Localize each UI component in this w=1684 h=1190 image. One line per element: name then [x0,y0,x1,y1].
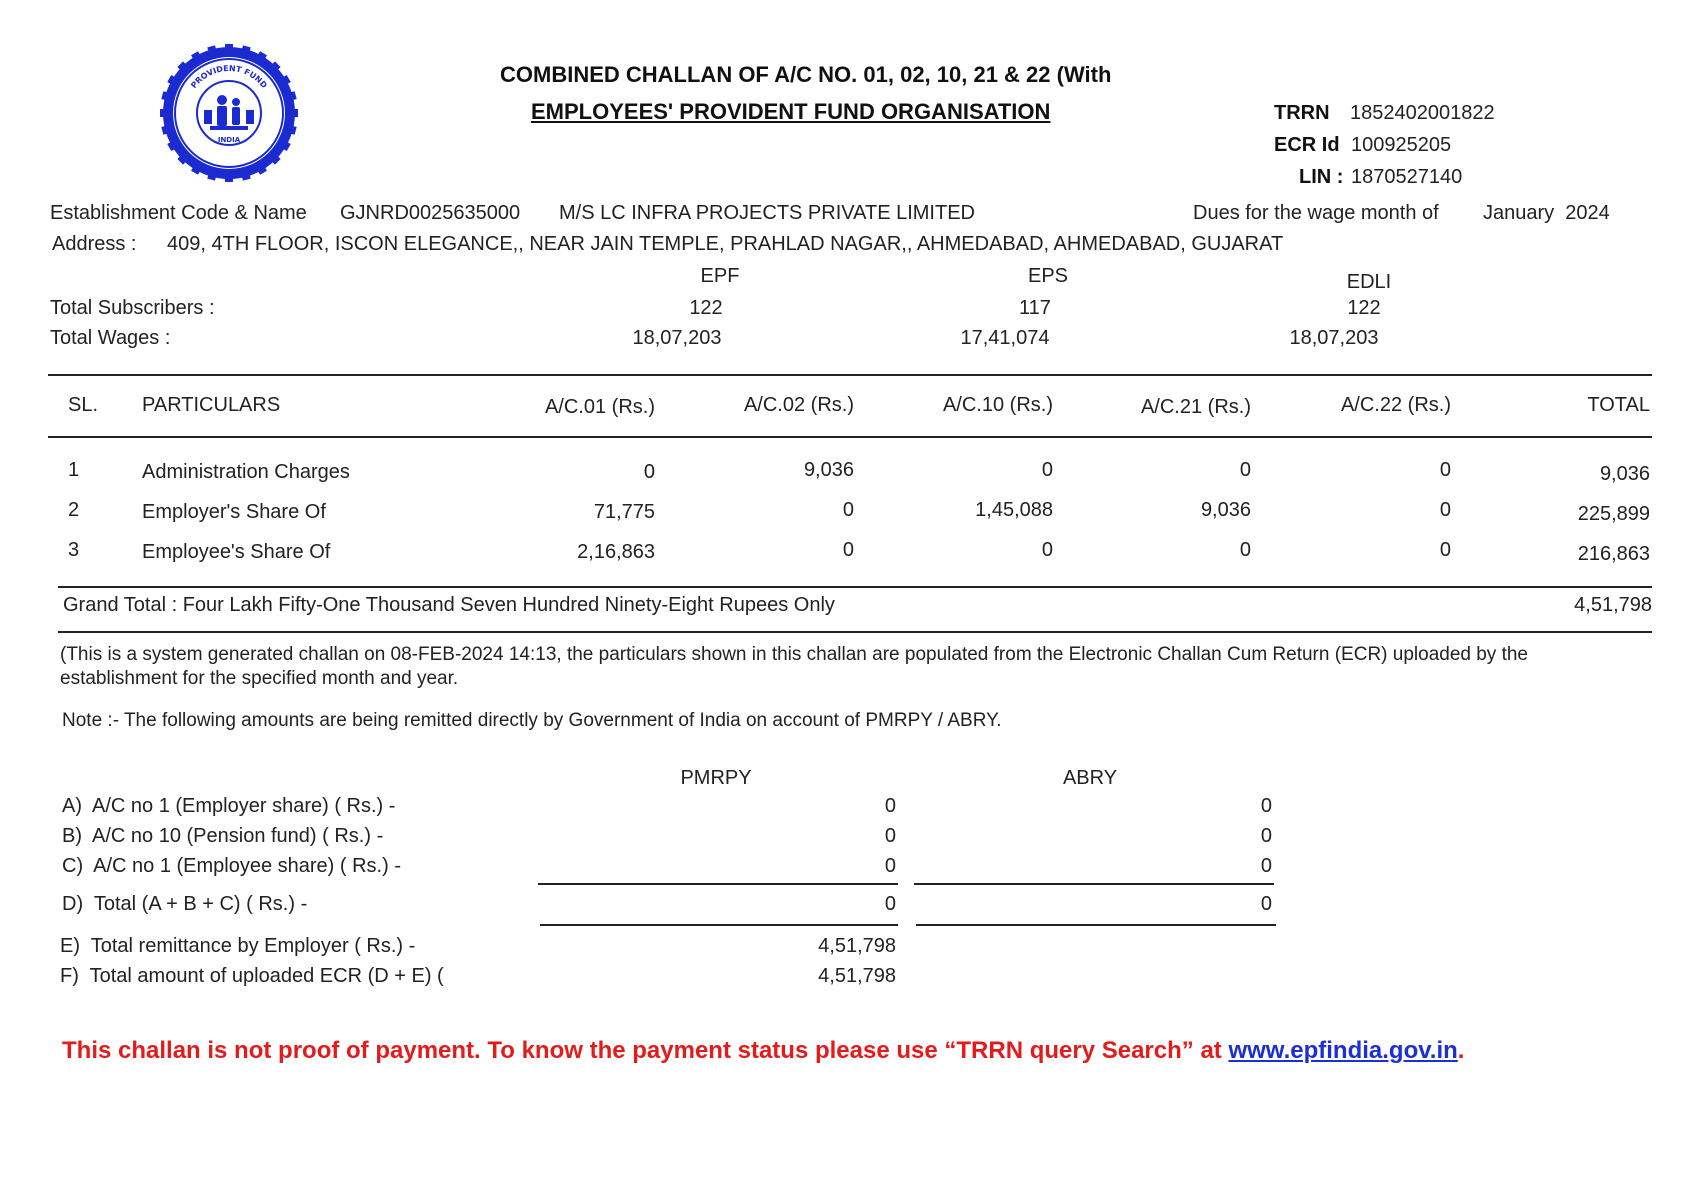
remit-row-e-label: E) Total remittance by Employer ( Rs.) - [60,935,416,957]
grand-total-value: 4,51,798 [1574,594,1652,616]
table-row-3-ac21: 0 [1239,539,1251,561]
table-row-1-ac22: 0 [1439,459,1451,481]
payment-warning-text: This challan is not proof of payment. To know the payment status please use “TRRN query Search” at [62,1037,1229,1064]
eps-head: EPS [1027,265,1069,287]
remit-row-d-label: D) Total (A + B + C) ( Rs.) - [62,893,308,915]
pmrpy-total-rule [540,924,898,926]
remit-row-b-abry: 0 [1260,825,1272,847]
remit-row-c-pmrpy: 0 [884,855,896,877]
table-row-2-sl: 2 [68,499,80,521]
table-row-1-ac10: 0 [1041,459,1053,481]
table-row-1-total: 9,036 [1599,463,1650,485]
grand-total-bottom-rule [58,631,1652,633]
table-row-2-ac02: 0 [842,499,854,521]
table-row-1-ac21: 0 [1239,459,1251,481]
trrn-label: TRRN [1274,102,1330,124]
table-row-2-ac21: 9,036 [1200,499,1251,521]
dues-month: January 2024 [1483,202,1610,224]
system-note-cont: establishment for the specified month and year. [60,668,459,689]
remit-row-d-abry: 0 [1260,893,1272,915]
table-row-2-ac01: 71,775 [593,501,655,523]
col-ac02: A/C.02 (Rs.) [743,394,854,416]
grand-total-label: Grand Total : Four Lakh Fifty-One Thousand Seven Hundred Ninety-Eight Rupees Only [63,594,835,616]
wages-epf: 18,07,203 [632,327,722,349]
lin-label: LIN : [1299,166,1344,188]
remit-row-d-pmrpy: 0 [884,893,896,915]
ecr-value: 100925205 [1351,134,1452,156]
subscribers-edli: 122 [1347,297,1381,319]
table-row-2-total: 225,899 [1577,503,1650,525]
challan-title: COMBINED CHALLAN OF A/C NO. 01, 02, 10, 21 & 22 (With [500,62,1112,87]
col-ac21: A/C.21 (Rs.) [1140,396,1251,418]
remit-row-c-label: C) A/C no 1 (Employee share) ( Rs.) - [62,855,401,877]
table-row-3-sl: 3 [68,539,80,561]
remit-row-f-label: F) Total amount of uploaded ECR (D + E) ( [60,965,444,987]
svg-text:PROVIDENT FUND: PROVIDENT FUND [189,63,269,90]
table-row-3-ac22: 0 [1439,539,1451,561]
table-row-1-sl: 1 [68,459,80,481]
table-row-1-particulars: Administration Charges [142,461,350,483]
trrn-value: 1852402001822 [1350,102,1495,124]
subscribers-label: Total Subscribers : [50,297,215,319]
dues-label: Dues for the wage month of [1193,202,1439,224]
subscribers-eps: 117 [1019,297,1051,319]
remit-row-f-value: 4,51,798 [818,965,896,987]
table-row-3-ac10: 0 [1041,539,1053,561]
wages-label: Total Wages : [50,327,171,349]
ecr-label: ECR Id [1274,134,1340,156]
table-row-1-ac02: 9,036 [803,459,854,481]
table-header-rule [48,436,1652,438]
abry-head: ABRY [1062,767,1118,789]
svg-text:INDIA: INDIA [217,136,241,144]
establishment-name: M/S LC INFRA PROJECTS PRIVATE LIMITED [559,202,975,224]
epfo-logo [160,44,298,182]
table-row-3-ac02: 0 [842,539,854,561]
remit-row-a-pmrpy: 0 [884,795,896,817]
subscribers-epf: 122 [689,297,723,319]
system-note: (This is a system generated challan on 08-FEB-2024 14:13, the particulars shown in this challan are populated from the Electronic Challan Cum Return (ECR) uploaded by the [60,644,1529,665]
epfindia-link[interactable]: www.epfindia.gov.in [1228,1037,1458,1064]
col-ac22: A/C.22 (Rs.) [1340,394,1451,416]
col-ac10: A/C.10 (Rs.) [942,394,1053,416]
payment-warning [62,1039,1464,1063]
abry-total-rule [916,924,1276,926]
table-row-2-particulars: Employer's Share Of [142,501,326,523]
grand-total-top-rule [58,586,1652,588]
edli-head: EDLI [1346,271,1392,293]
table-row-3-total: 216,863 [1577,543,1650,565]
table-row-2-ac22: 0 [1439,499,1451,521]
table-top-rule [48,374,1652,376]
table-row-2-ac10: 1,45,088 [975,499,1053,521]
abry-subtotal-rule [914,883,1274,885]
col-ac01: A/C.01 (Rs.) [544,396,655,418]
address-label: Address : [52,233,137,255]
wages-edli: 18,07,203 [1289,327,1379,349]
org-name: EMPLOYEES' PROVIDENT FUND ORGANISATION [531,99,1051,124]
remit-row-c-abry: 0 [1260,855,1272,877]
payment-warning-end: . [1457,1037,1465,1064]
govt-note: Note :- The following amounts are being remitted directly by Government of India on account of PMRPY / ABRY. [62,710,1002,731]
col-sl: SL. [68,394,99,416]
wages-eps: 17,41,074 [960,327,1050,349]
remit-row-b-label: B) A/C no 10 (Pension fund) ( Rs.) - [62,825,384,847]
remit-row-e-value: 4,51,798 [818,935,896,957]
col-total: TOTAL [1587,394,1650,416]
establishment-code: GJNRD0025635000 [340,202,521,224]
table-row-3-particulars: Employee's Share Of [142,541,331,563]
col-particulars: PARTICULARS [142,394,281,416]
remit-row-a-abry: 0 [1260,795,1272,817]
address: 409, 4TH FLOOR, ISCON ELEGANCE,, NEAR JAIN TEMPLE, PRAHLAD NAGAR,, AHMEDABAD, AHMEDABAD, GUJARAT [167,233,1284,255]
pmrpy-head: PMRPY [680,767,752,789]
remit-row-b-pmrpy: 0 [884,825,896,847]
table-row-1-ac01: 0 [643,461,655,483]
table-row-3-ac01: 2,16,863 [577,541,655,563]
pmrpy-subtotal-rule [538,883,898,885]
establishment-label: Establishment Code & Name [50,202,307,224]
lin-value: 1870527140 [1351,166,1463,188]
remit-row-a-label: A) A/C no 1 (Employer share) ( Rs.) - [62,795,396,817]
epf-head: EPF [700,265,740,287]
